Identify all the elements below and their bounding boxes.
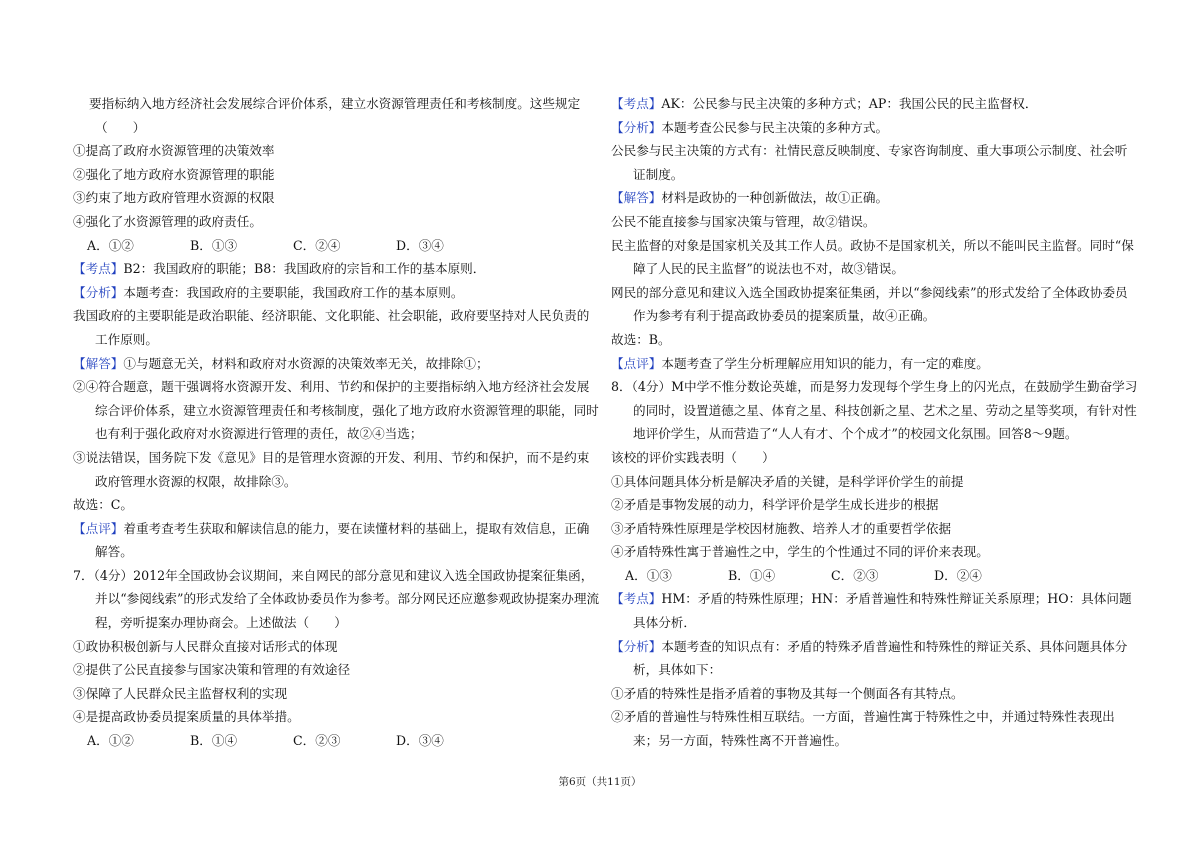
dianping-section <box>73 517 601 564</box>
intro-line-1: 要指标纳入地方经济社会发展综合评价体系，建立水资源管理责任和考核制度。这些规定 <box>89 96 581 111</box>
jieda-section <box>73 352 601 376</box>
option-d: D．③④ <box>396 237 444 253</box>
q8-option-b: B．①④ <box>728 567 776 583</box>
fenxi-section-q8 <box>611 635 1139 682</box>
left-column <box>73 92 601 753</box>
q7-answer-options <box>73 729 601 753</box>
dianping-tag: 【点评】 <box>73 520 124 536</box>
dianping-text: 本题考查了学生分析理解应用知识的能力，有一定的难度。 <box>661 355 989 371</box>
question-8: 8．（4分）M中学不惟分数论英雄，而是努力发现每个学生身上的闪光点，在鼓励学生勤奋学习的同时，设置道德之星、体育之星、科技创新之星、艺术之星、劳动之星等奖项，有针对性地评价学生，从而营造了“人人有才、个个成才”的校园文化氛围。回答8～9题。 <box>611 379 1138 442</box>
q8-statement-1: ①具体问题具体分析是解决矛盾的关键，是科学评价学生的前提 <box>611 473 964 489</box>
q8-statement-4: ④矛盾特殊性寓于普遍性之中，学生的个性通过不同的评价来表现。 <box>611 544 989 560</box>
dianping-section-q7 <box>611 352 1139 376</box>
jieda-paragraph-4-q7: 网民的部分意见和建议入选全国政协提案征集函，并以“参阅线索”的形式发给了全体政协委员作为参考有利于提高政协委员的提案质量，故④正确。 <box>611 284 1128 324</box>
statement-3: ③约束了地方政府管理水资源的权限 <box>73 190 275 206</box>
fenxi-tag: 【分析】 <box>611 119 662 135</box>
kaodian-section <box>73 257 601 281</box>
q8-subquestion: 该校的评价实践表明（ ） <box>611 449 775 465</box>
kaodian-tag: 【考点】 <box>73 261 124 277</box>
dianping-tag: 【点评】 <box>611 355 662 371</box>
q7-option-b: B．①④ <box>190 733 238 749</box>
statement-1: ①提高了政府水资源管理的决策效率 <box>73 143 275 159</box>
kaodian-tag: 【考点】 <box>611 96 662 111</box>
q7-statement-3: ③保障了人民群众民主监督权利的实现 <box>73 685 288 701</box>
fenxi-text: 本题考查公民参与民主决策的多种方式。 <box>661 119 889 135</box>
q7-statement-4: ④是提高政协委员提案质量的具体举措。 <box>73 709 300 725</box>
kaodian-text: AK：公民参与民主决策的多种方式；AP：我国公民的民主监督权． <box>661 96 1038 111</box>
q7-option-c: C．②③ <box>293 733 341 749</box>
question-7: 7．（4分）2012年全国政协会议期间，来自网民的部分意见和建议入选全国政协提案征集函，并以“参阅线索”的形式发给了全体政协委员作为参考。部分网民还应邀参观政协提案办理流程，旁听提案办理协商会。上述做法（ ） <box>73 567 600 631</box>
statement-2: ②强化了地方政府水资源管理的职能 <box>73 166 275 182</box>
jieda-paragraph-3: ③说法错误，国务院下发《意见》目的是管理水资源的开发、利用、节约和保护，而不是约束政府管理水资源的权限，故排除③。 <box>73 449 590 489</box>
jieda-paragraph-3-q7: 民主监督的对象是国家机关及其工作人员。政协不是国家机关，所以不能叫民主监督。同时“保障了人民的民主监督”的说法也不对，故③错误。 <box>611 237 1134 277</box>
q8-option-c: C．②③ <box>831 567 879 583</box>
fenxi-tag: 【分析】 <box>611 638 662 654</box>
kaodian-section-q7 <box>611 92 1139 116</box>
dianping-text: 着重考查考生获取和解读信息的能力，要在读懂材料的基础上，提取有效信息，正确解答。 <box>95 520 590 560</box>
jieda-text: ①与题意无关，材料和政府对水资源的决策效率无关，故排除①； <box>123 355 489 371</box>
fenxi-body-q7: 公民参与民主决策的方式有：社情民意反映制度、专家咨询制度、重大事项公示制度、社会听证制度。 <box>611 143 1128 182</box>
jieda-paragraph-2: ②④符合题意，题干强调将水资源开发、利用、节约和保护的主要指标纳入地方经济社会发展综合评价体系，建立水资源管理责任和考核制度，强化了地方政府水资源管理的职能，同时也有利于强化政府对水资源进行管理的责任，故②④当选； <box>73 379 599 442</box>
fenxi-section <box>73 281 601 305</box>
answer-line: 故选：C。 <box>73 497 134 513</box>
statement-4: ④强化了水资源管理的政府责任。 <box>73 213 262 229</box>
answer-options <box>73 234 601 258</box>
q7-statement-1: ①政协积极创新与人民群众直接对话形式的体现 <box>73 638 338 654</box>
kaodian-section-q8 <box>611 587 1139 634</box>
answer-line-q7: 故选：B。 <box>611 331 671 347</box>
fenxi-section-q7 <box>611 116 1139 140</box>
q8-answer-options <box>611 564 1139 588</box>
option-a: A．①② <box>87 237 134 253</box>
q7-option-a: A．①② <box>87 733 134 749</box>
q8-statement-2: ②矛盾是事物发展的动力，科学评价是学生成长进步的根据 <box>611 497 939 513</box>
question-intro <box>73 92 601 116</box>
fenxi-tag: 【分析】 <box>73 284 124 300</box>
page-footer: 第6页（共11页） <box>558 776 642 788</box>
kaodian-tag: 【考点】 <box>611 591 662 607</box>
q8-statement-3: ③矛盾特殊性原理是学校因材施教、培养人才的重要哲学依据 <box>611 520 952 536</box>
intro-line-2: （ ） <box>95 119 146 135</box>
fenxi-text: 本题考查的知识点有：矛盾的特殊矛盾普遍性和特殊性的辩证关系、具体问题具体分析，具体如下： <box>633 638 1128 678</box>
jieda-text: 材料是政协的一种创新做法，故①正确。 <box>661 190 889 206</box>
fenxi-body: 我国政府的主要职能是政治职能、经济职能、文化职能、社会职能，政府要坚持对人民负责的工作原则。 <box>73 308 590 347</box>
right-column <box>611 92 1139 753</box>
jieda-tag: 【解答】 <box>73 355 124 371</box>
fenxi-point-1: ①矛盾的特殊性是指矛盾着的事物及其每一个侧面各有其特点。 <box>611 685 964 701</box>
kaodian-text: B2：我国政府的职能；B8：我国政府的宗旨和工作的基本原则． <box>123 261 486 277</box>
jieda-tag: 【解答】 <box>611 190 662 206</box>
jieda-paragraph-2-q7: 公民不能直接参与国家决策与管理，故②错误。 <box>611 213 876 229</box>
q8-option-a: A．①③ <box>625 567 672 583</box>
jieda-section-q7 <box>611 186 1139 210</box>
fenxi-point-2: ②矛盾的普遍性与特殊性相互联结。一方面，普遍性寓于特殊性之中，并通过特殊性表现出来；另一方面，特殊性离不开普遍性。 <box>611 709 1115 749</box>
kaodian-text: HM：矛盾的特殊性原理；HN：矛盾普遍性和特殊性辩证关系原理；HO：具体问题具体分析． <box>633 591 1132 631</box>
q8-option-d: D．②④ <box>934 567 982 583</box>
fenxi-text: 本题考查：我国政府的主要职能，我国政府工作的基本原则。 <box>123 284 464 300</box>
q7-statement-2: ②提供了公民直接参与国家决策和管理的有效途径 <box>73 662 351 678</box>
q7-option-d: D．③④ <box>396 733 444 749</box>
option-c: C．②④ <box>293 237 341 253</box>
option-b: B．①③ <box>190 237 238 253</box>
